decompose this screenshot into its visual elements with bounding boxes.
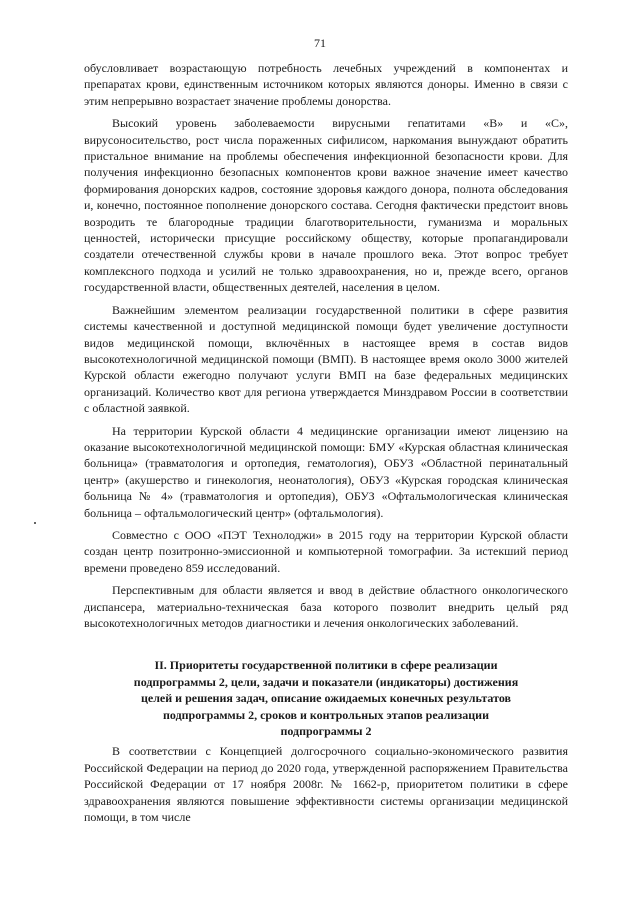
paragraph-pet-center: Совместно с ООО «ПЭТ Технолоджи» в 2015 году на территории Курской области создан центр позитронно-эмиссионной и компьютерной томографии. За истекший период времени проведено 859 исследований. [84,527,568,575]
section-heading [84,657,568,739]
section-heading-line: целей и решения задач, описание ожидаемых конечных результатов [140,691,512,706]
section-heading-line: подпрограммы 2 [280,724,372,739]
paragraph-oncology-dispensary: Перспективным для области является и ввод в действие областного онкологического диспансера, материально-техническая база которого позволит внедрить целый ряд высокотехнологичных методов диагностики и лечения онкологических заболеваний. [84,583,568,630]
section-heading-line: II. Приоритеты государственной политики в сфере реализации [154,658,498,673]
page-body [84,60,568,831]
section-heading-line: подпрограммы 2, цели, задачи и показатели (индикаторы) достижения [133,674,519,689]
paragraph-blood-safety: Высокий уровень заболеваемости вирусными гепатитами «В» и «С», вирусоносительство, рост числа пораженных сифилисом, наркомания вынуждают обратить пристальное внимание на проблемы обеспечения инфекционной безопасности крови. Для получения инфекционно безопасных компонентов крови важное значение имеет качество формирования донорских кадров, состояние здоровья каждого донора, полнота обследования и, конечно, постоянное пополнение донорского состава. Сегодня фактически предстоит вновь возродить те благородные традиции благотворительности, гуманизма и моральных ценностей, исторически присущие российскому обществу, которые пропагандировали создатели отечественной службы крови в начале прошлого века. Этот вопрос требует комплексного подхода и усилий не только здравоохранения, но и, прежде всего, органов государственной власти, общественных деятелей, населения в целом. [84,116,568,295]
paragraph-high-tech-care: Важнейшим элементом реализации государственной политики в сфере развития системы качественной и доступной медицинской помощи будет увеличение доступности видов медицинской помощи, включённых в настоящее время в состав видов высокотехнологичной медицинской помощи (ВМП). В настоящее время около 3000 жителей Курской области ежегодно получают услуги ВМП на базе федеральных медицинских организаций. Количество квот для региона утверждается Минздравом России в соответствии с областной заявкой. [84,302,568,416]
scan-speck [34,522,36,524]
paragraph-concept-priorities: В соответствии с Концепцией долгосрочного социально-экономического развития Российской Федерации на период до 2020 года, утвержденной распоряжением Правительства Российской Федерации от 17 ноября 2008г. № 1662-р, приоритетом политики в сфере здравоохранения являются повышение эффективности системы организации медицинской помощи, в том числе [84,744,568,825]
paragraph-licensed-organizations: На территории Курской области 4 медицинские организации имеют лицензию на оказание высокотехнологичной медицинской помощи: БМУ «Курская областная клиническая больница» (травматология и ортопедия, гематология), ОБУЗ «Областной перинатальный центр» (акушерство и гинекология, неонатология), ОБУЗ «Курская городская клиническая больница № 4» (травматология и ортопедия), ОБУЗ «Офтальмологическая клиническая больница – офтальмологический центр» (офтальмология). [84,423,568,520]
paragraph-continuation: обусловливает возрастающую потребность лечебных учреждений в компонентах и препаратах крови, единственным источником которых являются доноры. Именно в связи с этим непрерывно возрастает значение проблемы донорства. [84,61,568,108]
page-number: 71 [314,36,326,50]
section-heading-line: подпрограммы 2, сроков и контрольных этапов реализации [163,707,489,722]
